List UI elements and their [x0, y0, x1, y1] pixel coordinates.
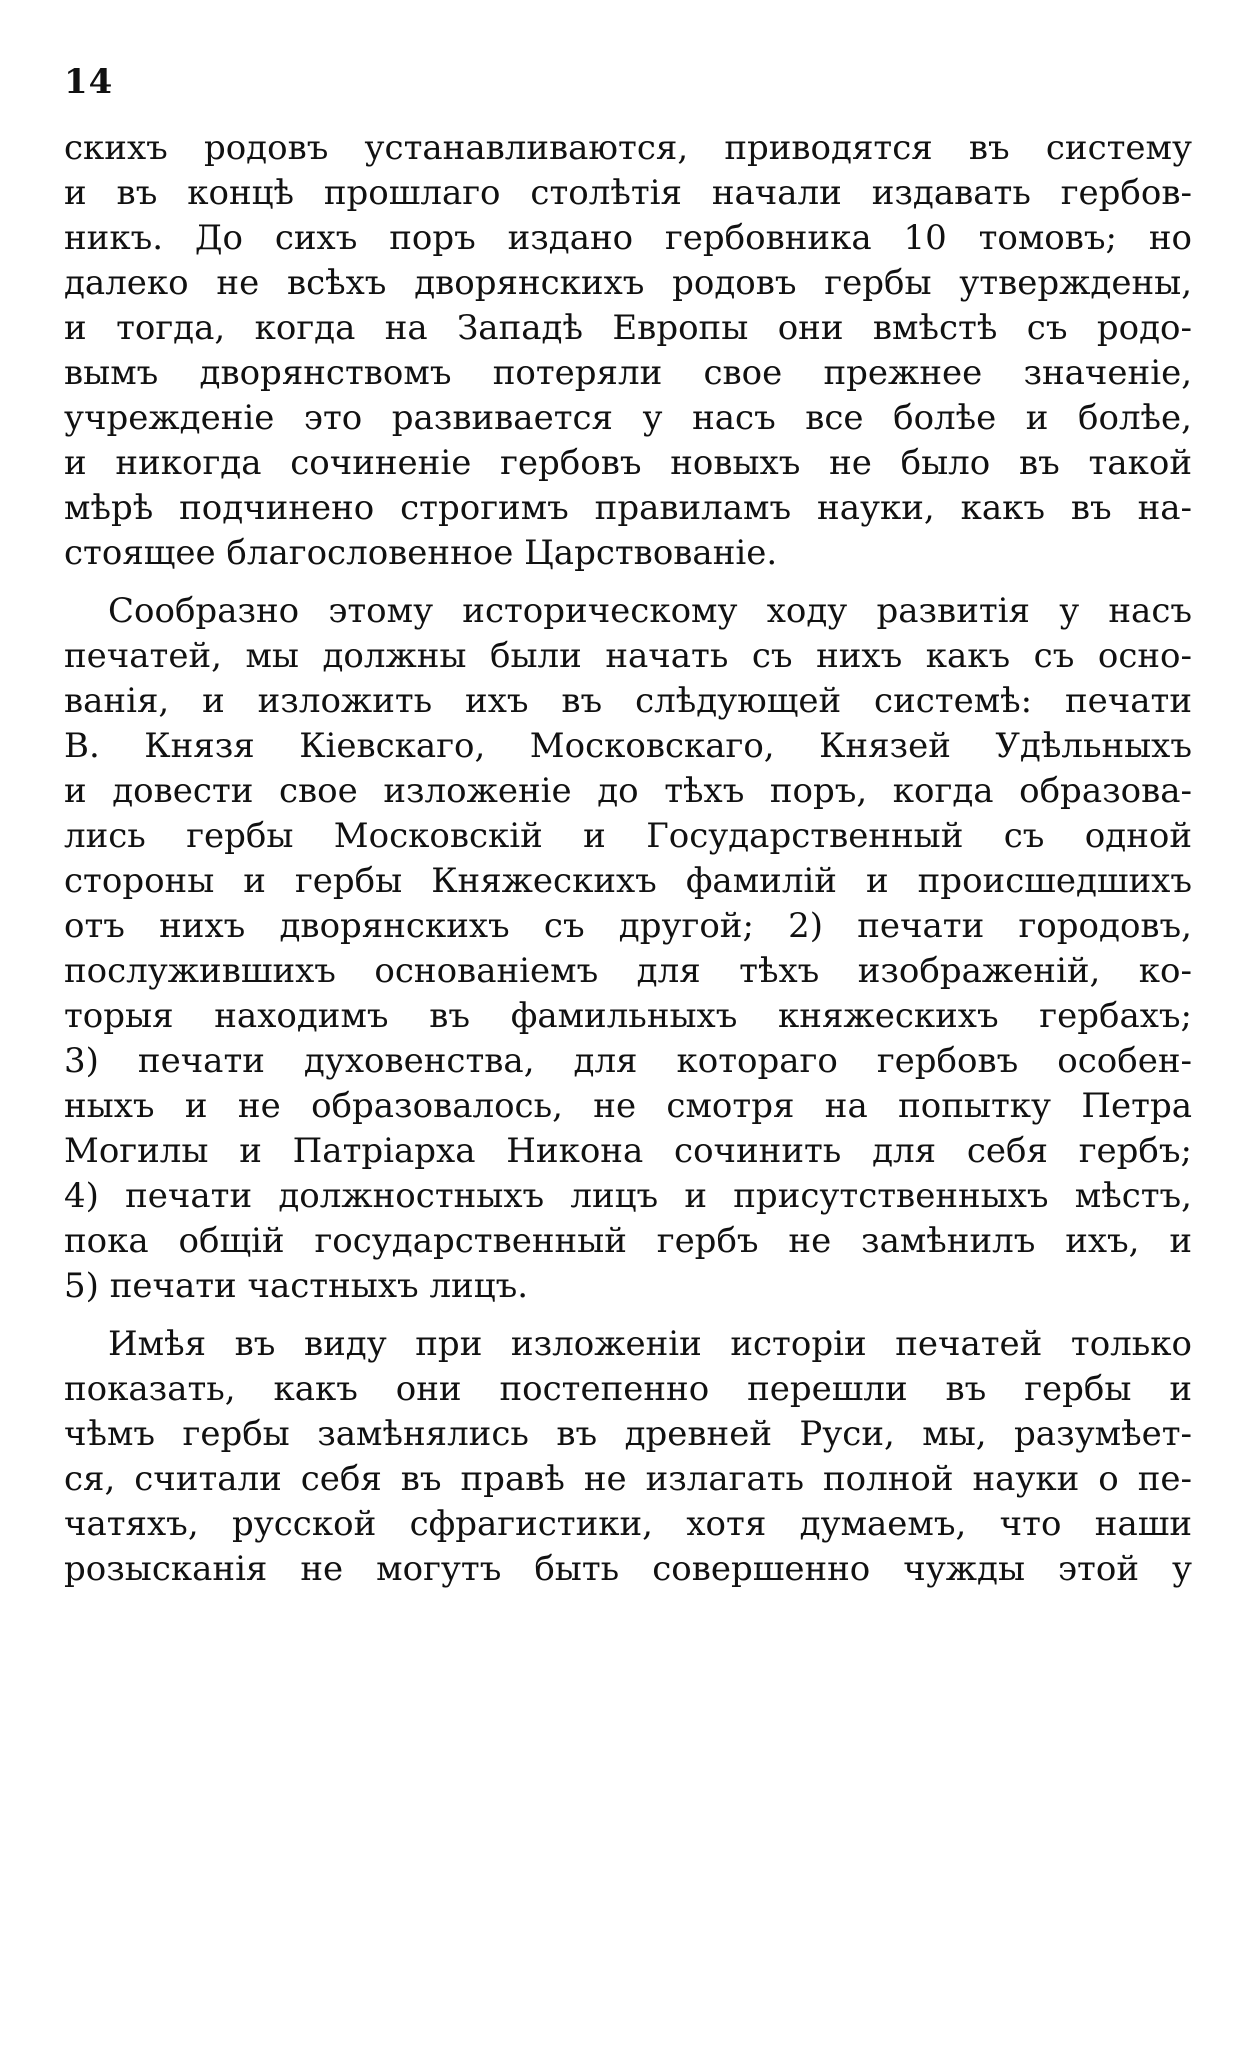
- paragraph-2-line-7: стороны и гербы Княжескихъ фамилій и происшедшихъ: [64, 861, 1192, 901]
- paragraph-1-line-5: и тогда, когда на Западѣ Европы они вмѣстѣ съ родо-: [64, 308, 1192, 348]
- paragraph-2-line-15: пока общій государственный гербъ не замѣнилъ ихъ, и: [64, 1221, 1192, 1261]
- paragraph-2-line-8: отъ нихъ дворянскихъ съ другой; 2) печати городовъ,: [64, 906, 1192, 946]
- paragraph-1-line-4: далеко не всѣхъ дворянскихъ родовъ гербы утверждены,: [64, 263, 1192, 303]
- paragraph-2-line-12: ныхъ и не образовалось, не смотря на попытку Петра: [64, 1086, 1192, 1126]
- paragraph-3-line-4: ся, считали себя въ правѣ не излагать полной науки о пе-: [64, 1459, 1192, 1499]
- paragraph-3-line-6: розысканія не могутъ быть совершенно чужды этой у: [64, 1549, 1192, 1589]
- paragraph-2-line-5: и довести свое изложеніе до тѣхъ поръ, когда образова-: [64, 771, 1192, 811]
- paragraph-3-line-3: чѣмъ гербы замѣнялись въ древней Руси, мы, разумѣет-: [64, 1414, 1192, 1454]
- paragraph-3-line-2: показать, какъ они постепенно перешли въ гербы и: [64, 1369, 1192, 1409]
- paragraph-1-line-9: мѣрѣ подчинено строгимъ правиламъ науки, какъ въ на-: [64, 488, 1192, 528]
- paragraph-2-line-1: Сообразно этому историческому ходу развитія у насъ: [108, 591, 1192, 631]
- paragraph-2-line-9: послужившихъ основаніемъ для тѣхъ изображеній, ко-: [64, 951, 1192, 991]
- paragraph-1-line-10: стоящее благословенное Царствованіе.: [64, 533, 778, 573]
- paragraph-1-line-3: никъ. До сихъ поръ издано гербовника 10 томовъ; но: [64, 218, 1192, 258]
- page-number: 14: [64, 62, 114, 102]
- paragraph-2-line-14: 4) печати должностныхъ лицъ и присутственныхъ мѣстъ,: [64, 1176, 1192, 1216]
- paragraph-1-line-2: и въ концѣ прошлаго столѣтія начали издавать гербов-: [64, 173, 1192, 213]
- paragraph-2-line-2: печатей, мы должны были начать съ нихъ какъ съ осно-: [64, 636, 1192, 676]
- paragraph-1-line-6: вымъ дворянствомъ потеряли свое прежнее значеніе,: [64, 353, 1192, 393]
- paragraph-2-line-10: торыя находимъ въ фамильныхъ княжескихъ гербахъ;: [64, 996, 1192, 1036]
- paragraph-2-line-13: Могилы и Патріарха Никона сочинить для себя гербъ;: [64, 1131, 1192, 1171]
- paragraph-2-line-6: лись гербы Московскій и Государственный съ одной: [64, 816, 1192, 856]
- paragraph-1-line-1: скихъ родовъ устанавливаются, приводятся въ систему: [64, 128, 1192, 168]
- paragraph-1-line-8: и никогда сочиненіе гербовъ новыхъ не было въ такой: [64, 443, 1192, 483]
- paragraph-3-line-1: Имѣя въ виду при изложеніи исторіи печатей только: [108, 1324, 1192, 1364]
- paragraph-2-line-16: 5) печати частныхъ лицъ.: [64, 1266, 529, 1306]
- paragraph-1-line-7: учрежденіе это развивается у насъ все болѣе и болѣе,: [64, 398, 1192, 438]
- paragraph-2-line-4: В. Князя Кіевскаго, Московскаго, Князей Удѣльныхъ: [64, 726, 1192, 766]
- paragraph-3-line-5: чатяхъ, русской сфрагистики, хотя думаемъ, что наши: [64, 1504, 1192, 1544]
- paragraph-2-line-3: ванія, и изложить ихъ въ слѣдующей системѣ: печати: [64, 681, 1192, 721]
- paragraph-2-line-11: 3) печати духовенства, для котораго гербовъ особен-: [64, 1041, 1192, 1081]
